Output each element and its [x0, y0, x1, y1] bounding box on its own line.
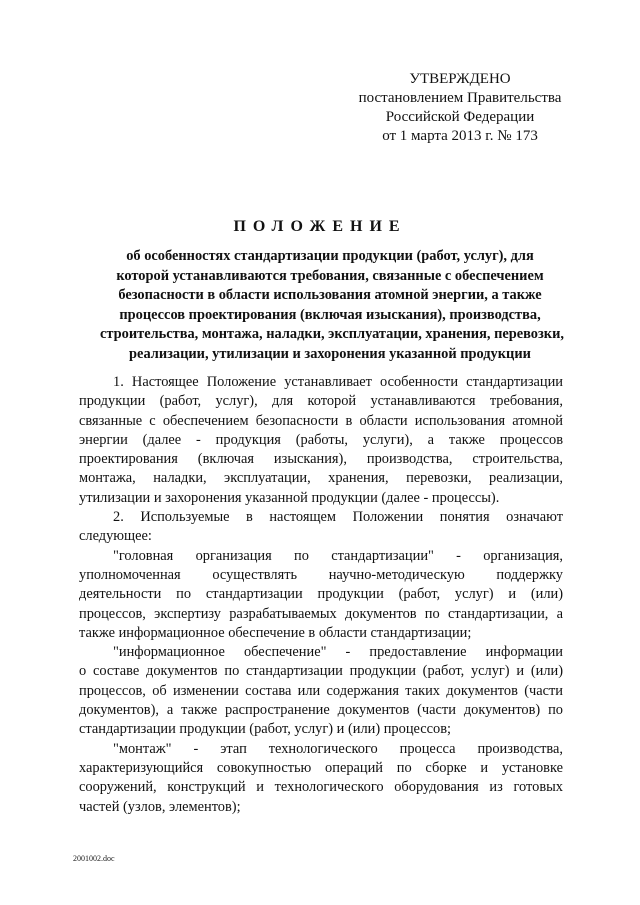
paragraph-1 [79, 373, 563, 508]
subtitle-line: безопасности в области использования атомной энергии, а также [118, 287, 542, 303]
text-line: документов), а также распространение документов (части документов) по [79, 702, 563, 719]
subtitle-line: реализации, утилизации и захоронения указанной продукции [129, 345, 531, 362]
subtitle-line: строительства, монтажа, наладки, эксплуатации, хранения, перевозки, [100, 326, 564, 342]
text-line: частей (узлов, элементов); [79, 798, 241, 815]
text-line: процессов, об изменении состава или содержания таких документов (части [79, 682, 563, 699]
document-subtitle [100, 247, 564, 364]
document-title: ПОЛОЖЕНИЕ [233, 218, 407, 235]
text-line: 1. Настоящее Положение устанавливает особенности стандартизации [113, 374, 563, 390]
text-line: стандартизации продукции (работ, услуг) и (или) процессов; [79, 721, 452, 738]
text-line: монтажа, наладки, эксплуатации, хранения, перевозки, реализации, [79, 470, 563, 487]
text-line: "головная организация по стандартизации" - организация, [113, 547, 563, 564]
subtitle-line: об особенностях стандартизации продукции (работ, услуг), для [126, 248, 534, 264]
file-name-footer: 2001002.doc [73, 854, 115, 863]
paragraph-2 [79, 508, 563, 547]
approval-line: Российской Федерации [385, 109, 535, 125]
text-line: "монтаж" - этап технологического процесса производства, [113, 740, 563, 757]
text-line: следующее: [79, 528, 152, 545]
document-body [79, 373, 563, 817]
approval-stamp [350, 70, 570, 146]
text-line: также информационное обеспечение в области стандартизации; [79, 624, 472, 641]
text-line: характеризующийся совокупностью операций по сборке и установке [79, 759, 563, 776]
text-line: 2. Используемые в настоящем Положении понятия означают [113, 509, 563, 526]
text-line: связанные с обеспечением безопасности в области использования атомной [79, 412, 563, 429]
text-line: процессов, экспертизу разрабатываемых документов по стандартизации, а [79, 605, 563, 622]
text-line: утилизации и захоронения указанной продукции (далее - процессы). [79, 489, 500, 506]
approval-line: постановлением Правительства [358, 90, 562, 106]
text-line: сооружений, конструкций и технологического оборудования из готовых [79, 779, 563, 796]
text-line: уполномоченная осуществлять научно-методическую поддержку [79, 566, 563, 583]
text-line: энергии (далее - продукция (работы, услуги), а также процессов [79, 431, 563, 448]
subtitle-line: которой устанавливаются требования, связанные с обеспечением [116, 267, 544, 284]
approval-line: УТВЕРЖДЕНО [409, 71, 511, 87]
approval-line: от 1 марта 2013 г. № 173 [382, 128, 538, 144]
text-line: о составе документов по стандартизации продукции (работ, услуг) и (или) [79, 663, 563, 680]
text-line: "информационное обеспечение" - предоставление информации [113, 644, 563, 661]
text-line: проектирования (включая изыскания), производства, строительства, [79, 451, 563, 468]
subtitle-line: процессов проектирования (включая изыскания), производства, [119, 306, 541, 323]
text-line: продукции (работ, услуг), для которой устанавливаются требования, [79, 393, 563, 410]
paragraph-3 [79, 547, 563, 643]
paragraph-4 [79, 643, 563, 739]
text-line: деятельности по стандартизации продукции (работ, услуг) и (или) [79, 586, 563, 603]
paragraph-5 [79, 740, 563, 817]
